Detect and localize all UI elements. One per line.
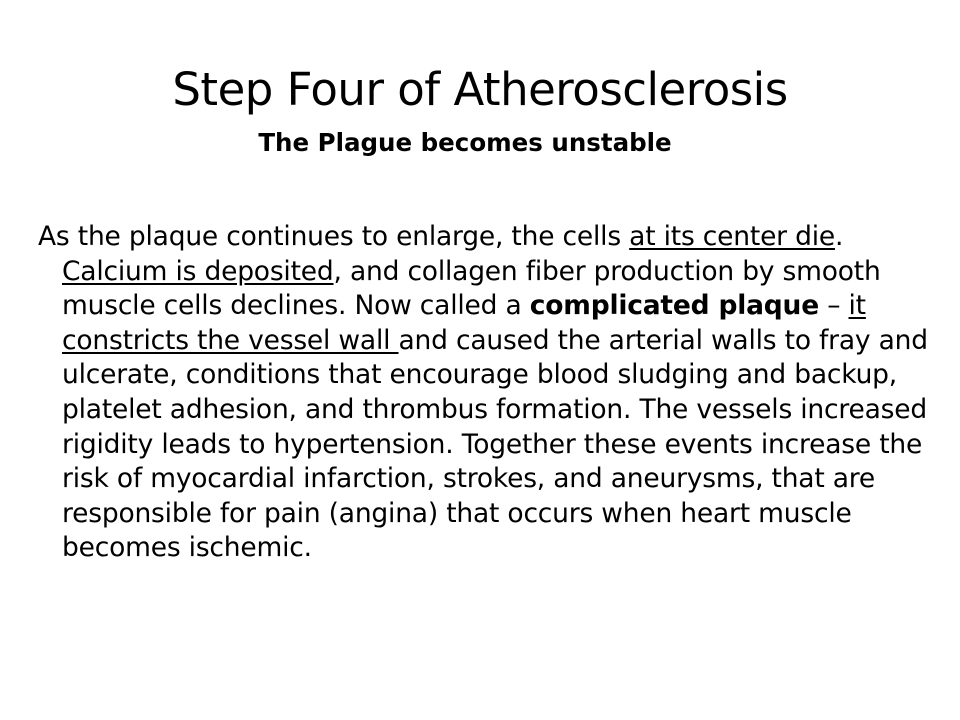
- bold-term: complicated plaque: [529, 290, 819, 322]
- text-run: .: [834, 221, 844, 252]
- text-run: and caused the arterial walls to fray and ulcerate, conditions that encourage blood sludging and backup, platelet adhesion, and thrombus formation. The vessels increased rigidity leads to hypertension. Together these events increase the risk of myocardial infarction, strokes, and aneurysms, that are responsible for pain (angina) that occurs when heart muscle becomes ischemic.: [62, 324, 928, 564]
- slide-title: Step Four of Atherosclerosis: [172, 63, 788, 116]
- underlined-phrase: Calcium is deposited: [62, 255, 334, 287]
- text-run: , and collagen fiber production by smooth muscle cells declines. Now called a: [62, 255, 881, 322]
- underlined-phrase: at its center die: [629, 221, 835, 252]
- slide-subtitle: The Plague becomes unstable: [258, 128, 672, 157]
- body-paragraph: [38, 220, 942, 566]
- text-run: –: [819, 290, 849, 322]
- text-run: As the plaque continues to enlarge, the cells: [38, 221, 630, 252]
- underlined-phrase: it constricts the vessel wall: [62, 290, 866, 356]
